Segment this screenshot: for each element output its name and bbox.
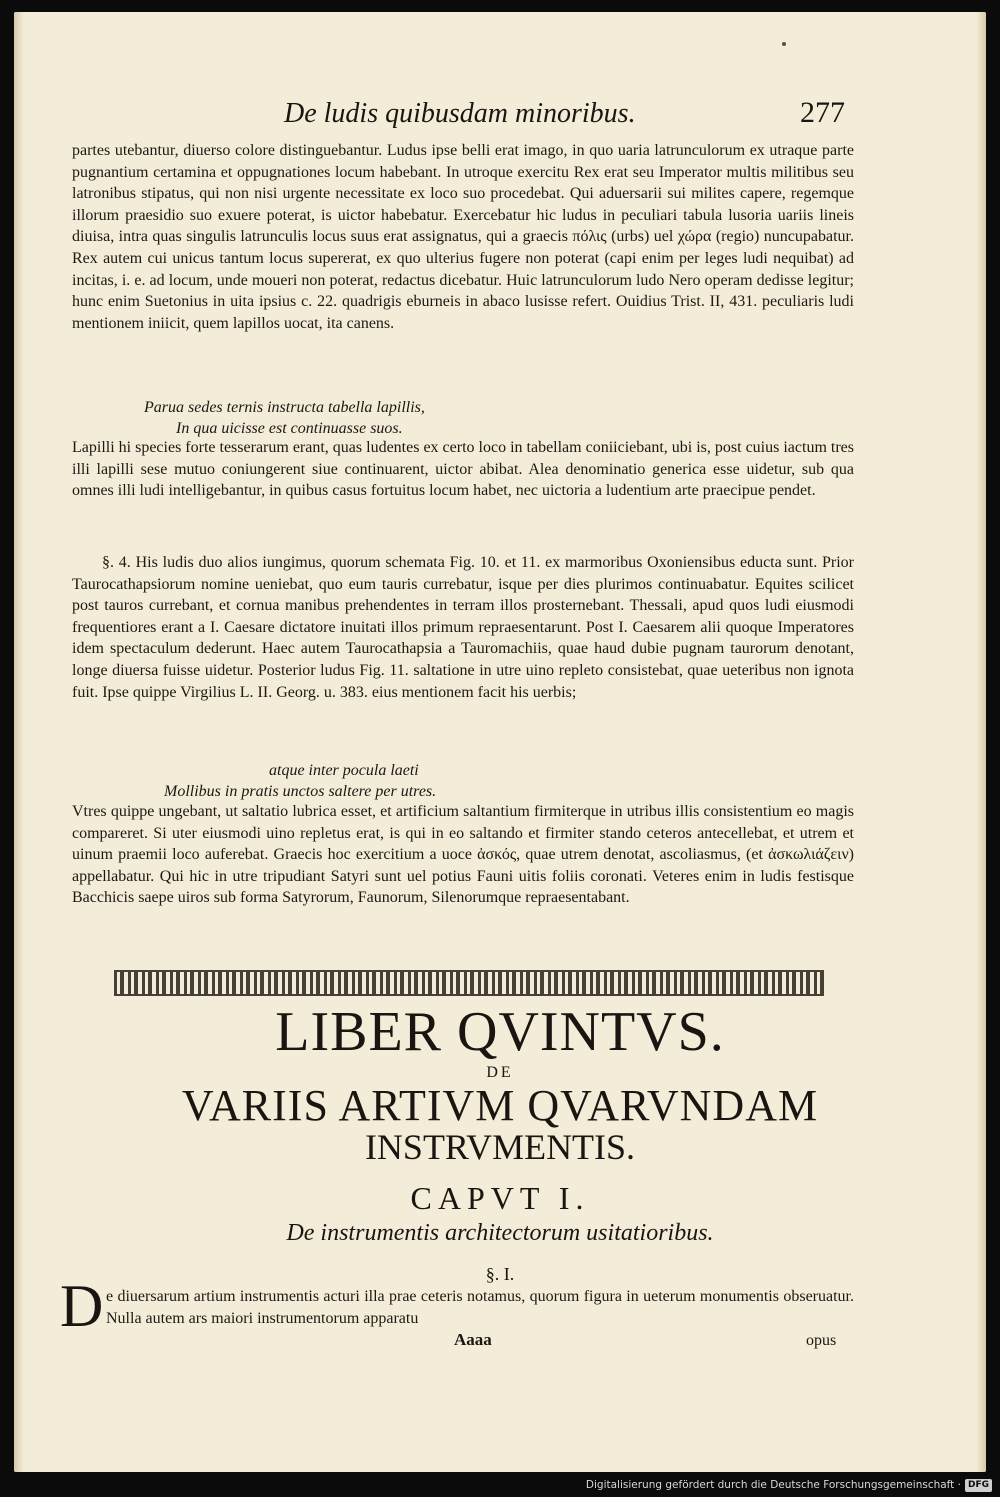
- running-head-title: De ludis quibusdam minoribus.: [284, 98, 636, 129]
- verse-line: In qua uicisse est continuasse suos.: [176, 420, 403, 437]
- verse-ovid: [144, 397, 425, 439]
- drop-cap: D: [60, 1273, 104, 1339]
- book-subtitle-line2: INSTRVMENTIS.: [364, 1127, 636, 1167]
- verse-line: Parua sedes ternis instructa tabella lapillis,: [144, 399, 425, 416]
- signature-mark: Aaaa: [454, 1330, 492, 1349]
- paragraph-latrunculi: partes utebantur, diuerso colore distinguebantur. Ludus ipse belli erat imago, in quo uaria latrunculorum ex utraque parte pugnantium certamina et oppugnationes locum habebant. In utroque exercitu Rex erat seu Imperator multis militibus seu latronibus stipatus, qui non nisi urgente necessitate ex loco suo procedebat. Qui aduersarii sui milites capere, regemque illorum praesidio suo exuere poterat, is uictor habebatur. Exercebatur hic ludus in peculiari tabula lusoria uariis lineis diuisa, intra quas singulis latrunculis locus suus erat assignatus, qui a graecis πόλις (urbs) uel χώρα (regio) nuncupabatur. Rex autem cui unicus tantum locus supererat, ex quo ulterius fugere non poterat (capi enim per leges ludi nequibat) ad incitas, i. e. ad locum, unde moueri non poterat, redactus dicebatur. Huic latrunculorum ludo Nero operam dedisse legitur; hunc enim Suetonius in uita ipsius c. 22. quadrigis eburneis in abaco lusisse refert. Ouidius Trist. II, 431. peculiaris ludi mentionem iniicit, quem lapillos uocat, ita canens.: [72, 142, 854, 332]
- paragraph-chapter-opening: e diuersarum artium instrumentis acturi illa prae ceteris notamus, quorum figura in ueterum monumentis obseruatur. Nulla autem ars maiori instrumentorum apparatu: [106, 1288, 854, 1327]
- page-number: 277: [800, 96, 845, 129]
- paragraph-utres: Vtres quippe ungebant, ut saltatio lubrica esset, et artificium saltantium firmiterque in utribus illis consistentium eo magis compareret. Si uter eiusmodi uino repletus erat, is qui in eo saltando et firmiter stando ceteros antecellebat, et utrem et uinum praemii loco auferebat. Graecis hoc exercitium a uoce ἀσκός, quae utrem denotat, ascoliasmus, (et ἀσκωλιάζειν) appellabatur. Qui hic in utre tripudiant Satyri sunt uel potius Fauni uitis foliis coronati. Veteres enim in ludis festisque Bacchicis saepe uiros sub forma Satyrorum, Faunorum, Silenorumque repraesentabant.: [72, 803, 854, 907]
- book-subtitle-de: DE: [486, 1064, 514, 1081]
- book-title: LIBER QVINTVS.: [275, 1001, 725, 1063]
- funding-credit: Digitalisierung gefördert durch die Deutsche Forschungsgemeinschaft ·: [585, 1479, 961, 1491]
- catchword: opus: [806, 1332, 837, 1349]
- chapter-heading: CAPVT I.: [410, 1180, 590, 1216]
- ornamental-band: [114, 970, 824, 996]
- chapter-subheading: De instrumentis architectorum usitatioribus.: [286, 1220, 714, 1246]
- dfg-logo[interactable]: DFG: [965, 1479, 992, 1492]
- paragraph-lapilli: Lapilli hi species forte tesserarum erant, quas ludentes ex certo loco in tabellam coniiciebant, ubi is, post cuius iactum tres illi lapilli sese mutuo coniungerent siue continuarent, uictor abibat. Alea denominatio generica esse uidetur, sub qua omnes illi ludi intelligebantur, in quibus casus fortuitus locum habet, nec uictoria a ludentium arte praecipue pendet.: [72, 439, 854, 500]
- page-edge-right: [976, 12, 986, 1472]
- running-head: [14, 98, 986, 138]
- digitization-footer: [586, 1478, 992, 1492]
- verse-virgil: [164, 760, 436, 802]
- paper-speck: [782, 42, 786, 46]
- paragraph-section-4: §. 4. His ludis duo alios iungimus, quorum schemata Fig. 10. et 11. ex marmoribus Oxoniensibus educta sunt. Prior Taurocathapsiorum nomine ueniebat, quo eum tauris currebatur, isque per dies plurimos continuabatur. Equites scilicet post tauros currebant, et cornua manibus prehendentes in terram illos prosternebant. Thessali, apud quos ludi eiusmodi frequentiores erant a I. Caesare dictatore inuitati illos primum repraesentarunt. Post I. Caesarem alii quoque Imperatores idem spectaculum dederunt. Haec autem Taurocathapsia a Tauromachiis, quae haud dubie pugnam taurorum denotant, longe diuersa fuisse uidetur. Posterior ludus Fig. 11. saltatione in utre uino repleto consistebat, quae ueteribus non ignota fuit. Ipse quippe Virgilius L. II. Georg. u. 383. eius mentionem facit his uerbis;: [72, 554, 854, 701]
- verse-line: atque inter pocula laeti: [269, 762, 419, 779]
- section-marker: §. I.: [485, 1264, 515, 1284]
- page-edge-left: [14, 12, 24, 1472]
- verse-line: Mollibus in pratis unctos saltere per utres.: [164, 783, 437, 800]
- book-subtitle-line1: VARIIS ARTIVM QVARVNDAM: [181, 1081, 819, 1130]
- book-page: [14, 12, 986, 1472]
